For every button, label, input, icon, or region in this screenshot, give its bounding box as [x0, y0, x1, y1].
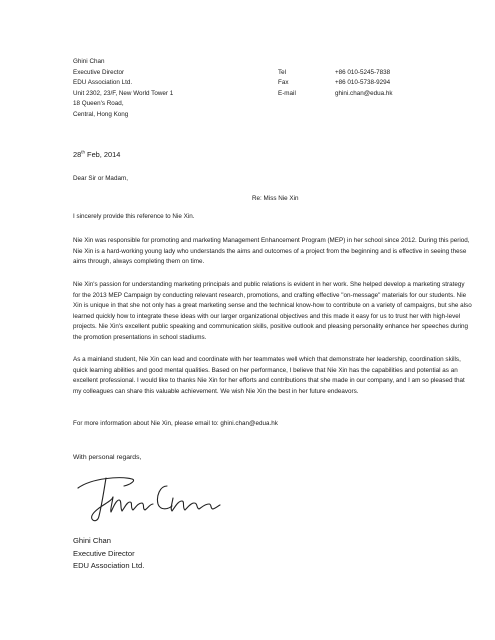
signoff-block — [73, 535, 144, 573]
sender-name: Ghini Chan — [73, 58, 105, 65]
email-value: ghini.chan@edua.hk — [335, 89, 393, 97]
letter-date — [73, 150, 120, 159]
handwritten-signature — [72, 470, 222, 526]
paragraph-2: Nie Xin was responsible for promoting and marketing Management Enhancement Program (MEP) in her school since 2012. During this period, Nie Xin is a hard-working young lady who understands the aims and outcomes of a project from the beginning and is effective in seeing these aims through, always completing them on time. — [73, 237, 470, 266]
fax-value: +86 010-5738-9294 — [335, 79, 391, 86]
signature-text: Ghini Chan — [72, 470, 78, 471]
date-day: 28 — [73, 150, 82, 159]
tel-label: Tel — [278, 68, 287, 76]
signoff-org: EDU Association Ltd. — [73, 561, 145, 570]
contact-labels — [278, 68, 296, 100]
tel-value: +86 010-5245-7838 — [335, 68, 391, 76]
paragraph-3: Nie Xin's passion for understanding marketing principals and public relations is evident in her work. She helped develop a marketing strategy for the 2013 MEP Campaign by conducting relevant research, promotions, and crafting effective "on-message" materials for our students. Nie Xin is unique in that she not only has a great marketing sense and the technical know-how to contribute on a variety of campaigns, but she also learned quickly how to integrate these ideas with our larger organizational objectives and this made it easy for us to trust her with high-level projects. Nie Xin's excellent public speaking and communication skills, positive outlook and pleasing personality enhance her speeches during the promotion presentations in school stadiums. — [73, 281, 472, 341]
subject-line: Re: Miss Nie Xin — [252, 195, 299, 202]
paragraph-5: For more information about Nie Xin, please email to: ghini.chan@edua.hk — [73, 420, 278, 427]
sender-address-line-3: Central, Hong Kong — [73, 110, 129, 118]
signoff-title: Executive Director — [73, 548, 135, 558]
salutation: Dear Sir or Madam, — [73, 175, 128, 182]
sender-title: Executive Director — [73, 68, 125, 76]
paragraph-4: As a mainland student, Nie Xin can lead and coordinate with her teammates well which that demonstrate her leadership, coordination skills, quick learning abilities and good mental qualities. Based on her performance, I believe that Nie Xin has the capabilities and potential as an excellent professional. I would like to thanks Nie Xin for her efforts and contributions that she made in our company, and I am so pleased that my colleagues can share this valuable achievement. We wish Nie Xin the best in her future endeavors. — [73, 356, 465, 395]
sender-address-line-1: Unit 2302, 23/F, New World Tower 1 — [73, 89, 174, 97]
fax-label: Fax — [278, 79, 289, 86]
sender-address-line-2: 18 Queen's Road, — [73, 100, 124, 107]
date-suffix: th — [81, 149, 85, 155]
date-rest: Feb, 2014 — [85, 150, 121, 159]
email-label: E-mail — [278, 89, 296, 97]
contact-values — [335, 68, 393, 100]
sender-block — [73, 57, 173, 120]
paragraph-1: I sincerely provide this reference to Nie Xin. — [73, 213, 195, 220]
closing: With personal regards, — [73, 454, 142, 461]
sender-org: EDU Association Ltd. — [73, 79, 133, 86]
signoff-name: Ghini Chan — [73, 536, 111, 545]
